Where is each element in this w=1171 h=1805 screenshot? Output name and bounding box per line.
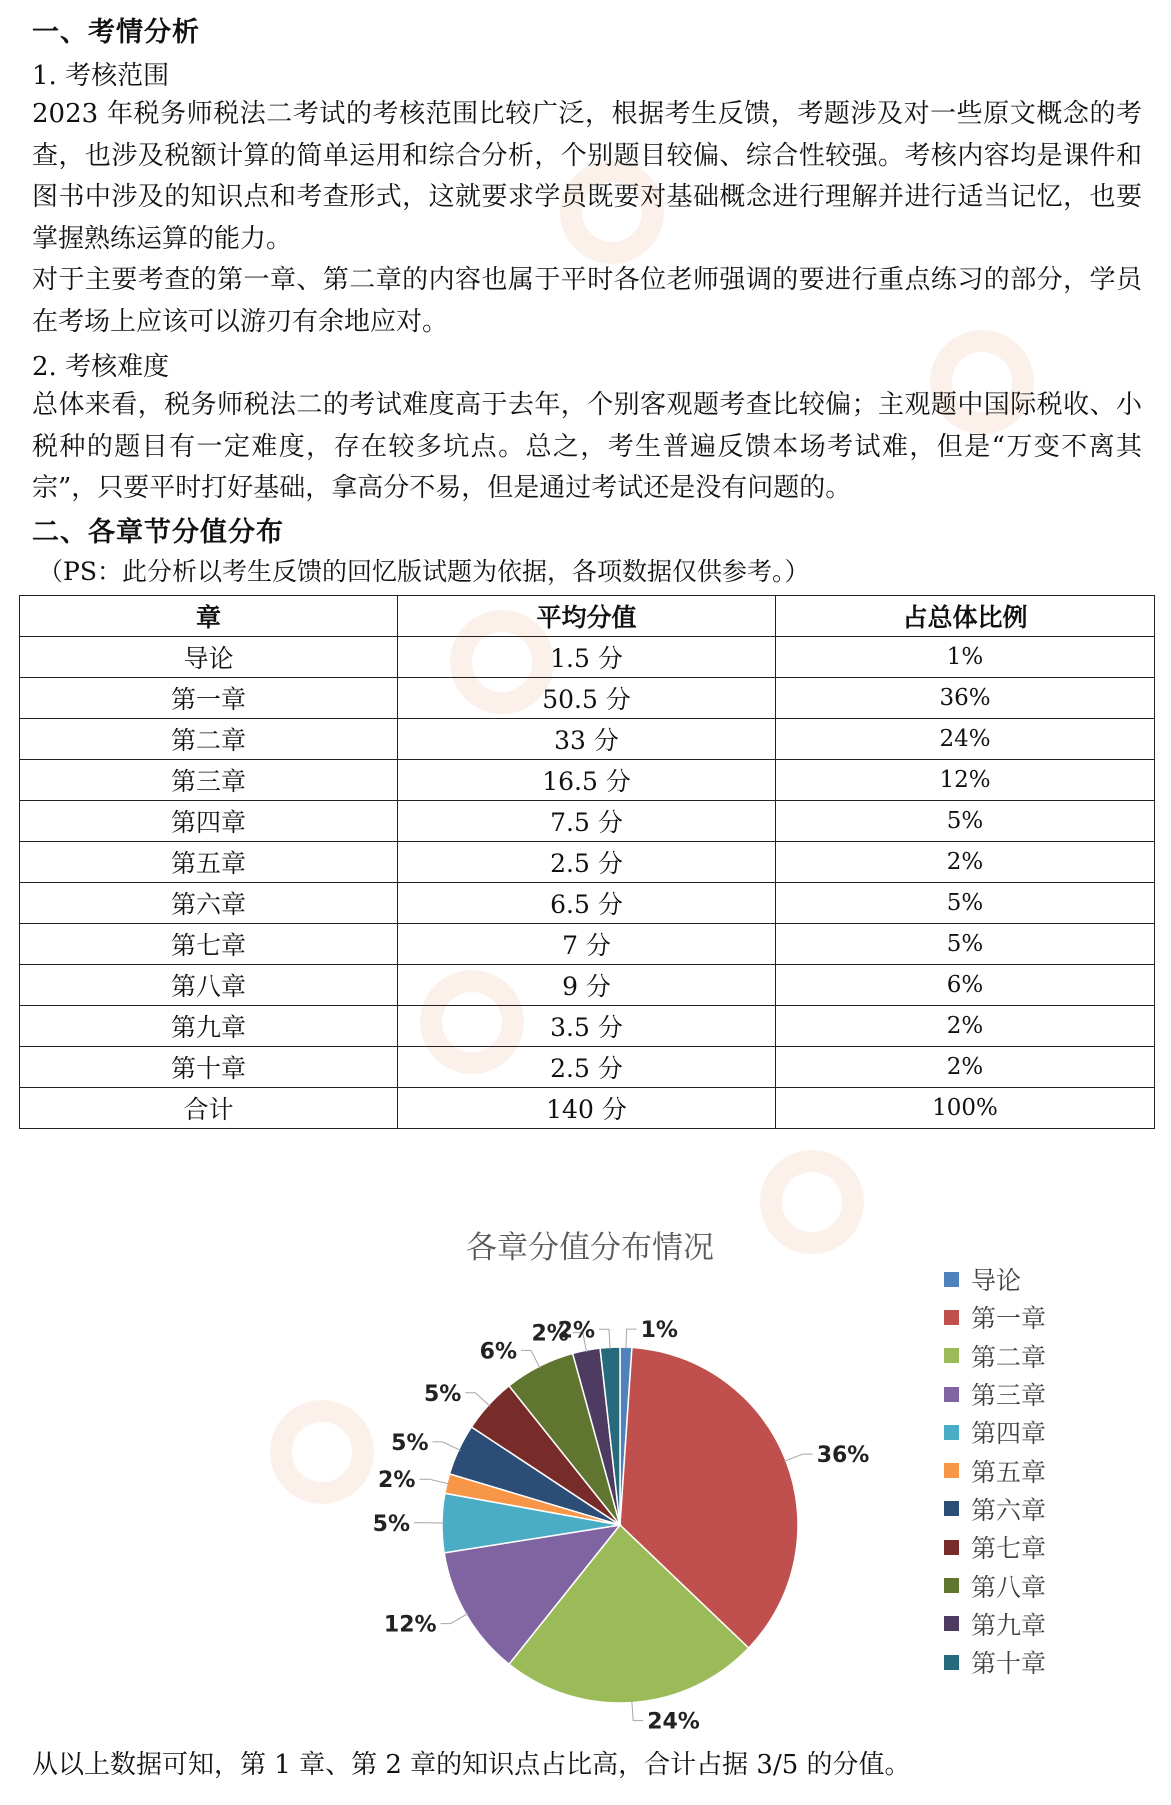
legend-item — [944, 1643, 1046, 1681]
legend-label: 第四章 — [971, 1419, 1047, 1449]
percent-cell: 12% — [776, 760, 1155, 801]
data-label: 5% — [391, 1430, 429, 1456]
percent-cell: 1% — [776, 637, 1155, 678]
legend-item — [944, 1490, 1046, 1528]
legend-item — [944, 1566, 1046, 1604]
legend-swatch — [944, 1501, 959, 1516]
subheading-difficulty: 2. 考核难度 — [32, 352, 170, 382]
column-header: 平均分值 — [398, 596, 776, 637]
table-row — [20, 883, 1155, 924]
percent-cell: 24% — [776, 719, 1155, 760]
leader-line — [599, 1329, 610, 1349]
data-label: 5% — [423, 1381, 462, 1407]
table-row — [20, 965, 1155, 1006]
table-row — [20, 678, 1155, 719]
table-row — [20, 801, 1155, 842]
chapter-cell: 第九章 — [20, 1006, 398, 1047]
score-cell: 6.5 分 — [398, 883, 776, 924]
leader-line — [419, 1479, 449, 1484]
table-row — [20, 637, 1155, 678]
table-row — [20, 842, 1155, 883]
score-cell: 2.5 分 — [398, 842, 776, 883]
leader-line — [626, 1329, 637, 1349]
table-row — [20, 924, 1155, 965]
score-cell: 1.5 分 — [398, 637, 776, 678]
score-cell: 50.5 分 — [398, 678, 776, 719]
score-cell: 9 分 — [398, 965, 776, 1006]
paragraph-scope: 2023 年税务师税法二考试的考核范围比较广泛，根据考生反馈，考题涉及对一些原文概念的考查，也涉及税额计算的简单运用和综合分析，个别题目较偏、综合性较强。考核内容均是课件和图书中涉及的知识点和考查形式，这就要求学员既要对基础概念进行理解并进行适当记忆，也要掌握熟练运算的能力。 — [32, 99, 1142, 254]
leader-line — [441, 1614, 468, 1624]
leader-line — [632, 1701, 643, 1721]
data-label: 5% — [372, 1511, 410, 1537]
percent-cell: 5% — [776, 883, 1155, 924]
data-note: （PS：此分析以考生反馈的回忆版试题为依据，各项数据仅供参考。） — [38, 557, 810, 586]
score-cell: 7.5 分 — [398, 801, 776, 842]
legend-swatch — [944, 1425, 959, 1440]
legend-swatch — [944, 1272, 959, 1287]
percent-cell: 2% — [776, 842, 1155, 883]
chart-title: 各章分值分布情况 — [466, 1230, 714, 1266]
legend-label: 第十章 — [971, 1649, 1047, 1679]
table-row — [20, 1047, 1155, 1088]
data-label: 1% — [640, 1318, 678, 1344]
legend-swatch — [944, 1616, 959, 1631]
legend-item — [944, 1451, 1046, 1489]
table-row — [20, 760, 1155, 801]
subheading-scope: 1. 考核范围 — [32, 61, 170, 91]
legend-label: 第五章 — [971, 1457, 1047, 1487]
chapter-cell: 第二章 — [20, 719, 398, 760]
legend-item — [944, 1298, 1046, 1336]
percent-cell: 5% — [776, 801, 1155, 842]
conclusion-text: 从以上数据可知，第 1 章、第 2 章的知识点占比高，合计占据 3/5 的分值。 — [32, 1750, 911, 1780]
column-header: 章 — [20, 596, 398, 637]
column-header: 占总体比例 — [776, 596, 1155, 637]
legend-item — [944, 1375, 1046, 1413]
table-header-row — [20, 596, 1155, 637]
percent-cell: 2% — [776, 1047, 1155, 1088]
paragraph-difficulty: 总体来看，税务师税法二的考试难度高于去年，个别客观题考查比较偏；主观题中国际税收、小税种的题目有一定难度，存在较多坑点。总之，考生普遍反馈本场考试难，但是“万变不离其宗”，只要平时打好基础，拿高分不易，但是通过考试还是没有问题的。 — [32, 390, 1142, 503]
section-heading: 一、考情分析 — [32, 17, 200, 48]
chapter-cell: 第五章 — [20, 842, 398, 883]
leader-line — [465, 1393, 490, 1407]
chapter-cell: 第六章 — [20, 883, 398, 924]
paragraph-focus: 对于主要考查的第一章、第二章的内容也属于平时各位老师强调的要进行重点练习的部分，学员在考场上应该可以游刃有余地应对。 — [32, 265, 1142, 337]
legend-label: 第三章 — [971, 1381, 1047, 1411]
legend-swatch — [944, 1387, 959, 1402]
data-label: 2% — [557, 1318, 595, 1344]
chapter-cell: 第七章 — [20, 924, 398, 965]
score-table — [19, 595, 1155, 1129]
chapter-cell: 合计 — [20, 1088, 398, 1129]
chart-legend — [944, 1260, 1046, 1681]
data-label: 24% — [647, 1709, 700, 1735]
legend-label: 第六章 — [971, 1495, 1047, 1525]
legend-label: 第九章 — [971, 1610, 1047, 1640]
data-label: 36% — [816, 1443, 870, 1469]
legend-label: 第二章 — [971, 1342, 1047, 1372]
percent-cell: 5% — [776, 924, 1155, 965]
percent-cell: 100% — [776, 1088, 1155, 1129]
percent-cell: 2% — [776, 1006, 1155, 1047]
table-row — [20, 719, 1155, 760]
leader-line — [433, 1442, 461, 1451]
chapter-cell: 第十章 — [20, 1047, 398, 1088]
legend-swatch — [944, 1348, 959, 1363]
score-cell: 16.5 分 — [398, 760, 776, 801]
leader-line — [784, 1454, 813, 1461]
legend-swatch — [944, 1310, 959, 1325]
chapter-cell: 导论 — [20, 637, 398, 678]
data-label: 2% — [531, 1321, 569, 1347]
legend-label: 第一章 — [971, 1304, 1047, 1334]
section-heading: 二、各章节分值分布 — [32, 517, 284, 548]
score-cell: 3.5 分 — [398, 1006, 776, 1047]
legend-swatch — [944, 1655, 959, 1670]
legend-item — [944, 1413, 1046, 1451]
legend-item — [944, 1337, 1046, 1375]
table-row — [20, 1088, 1155, 1129]
percent-cell: 6% — [776, 965, 1155, 1006]
data-label: 12% — [383, 1612, 437, 1638]
legend-swatch — [944, 1578, 959, 1593]
table-row — [20, 1006, 1155, 1047]
legend-item — [944, 1260, 1046, 1298]
legend-swatch — [944, 1463, 959, 1478]
legend-swatch — [944, 1540, 959, 1555]
legend-item — [944, 1528, 1046, 1566]
legend-label: 第七章 — [971, 1534, 1047, 1564]
score-cell: 7 分 — [398, 924, 776, 965]
score-cell: 2.5 分 — [398, 1047, 776, 1088]
chapter-cell: 第四章 — [20, 801, 398, 842]
data-label: 2% — [378, 1468, 416, 1494]
chapter-cell: 第八章 — [20, 965, 398, 1006]
legend-label: 第八章 — [971, 1572, 1047, 1602]
leader-line — [521, 1350, 540, 1368]
percent-cell: 36% — [776, 678, 1155, 719]
data-label: 6% — [479, 1339, 517, 1365]
score-cell: 140 分 — [398, 1088, 776, 1129]
legend-label: 导论 — [971, 1266, 1022, 1296]
legend-item — [944, 1605, 1046, 1643]
chapter-cell: 第一章 — [20, 678, 398, 719]
chapter-cell: 第三章 — [20, 760, 398, 801]
score-cell: 33 分 — [398, 719, 776, 760]
